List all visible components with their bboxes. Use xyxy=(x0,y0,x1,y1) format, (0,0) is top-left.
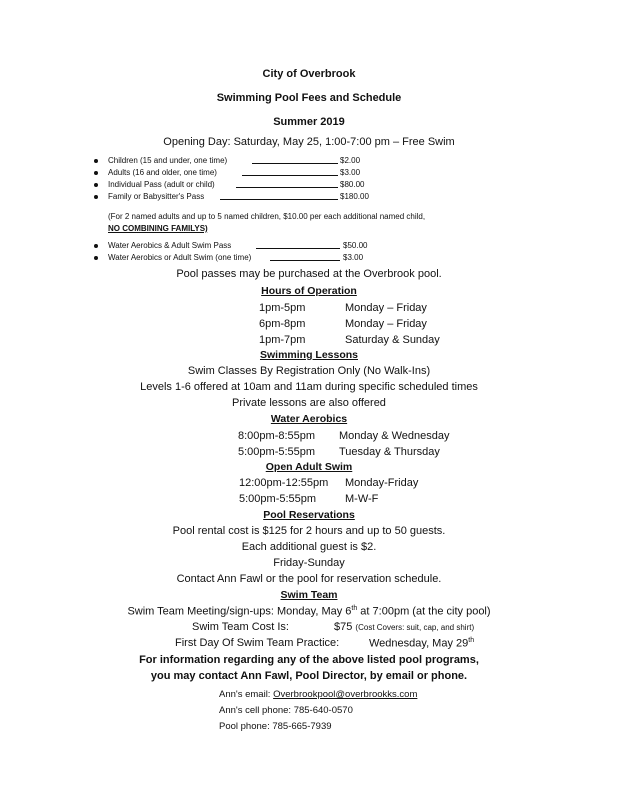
bullet-icon xyxy=(94,159,98,163)
aerobics-time: 5:00pm-5:55pm xyxy=(238,446,316,458)
fill-line xyxy=(220,191,338,200)
aerobics-days: Tuesday & Thursday xyxy=(339,446,440,458)
fee-label: Water Aerobics & Adult Swim Pass xyxy=(108,241,232,250)
cost-value: $75 xyxy=(334,621,353,633)
fee-item xyxy=(94,167,494,179)
contact-line: you may contact Ann Fawl, Pool Director, by email or phone. xyxy=(150,670,468,682)
fee-amount: $180.00 xyxy=(340,192,369,201)
contact-pool: Pool phone: 785-665-7939 xyxy=(219,721,332,732)
aerobics-days: Monday & Wednesday xyxy=(339,430,450,442)
swim-team-cost-label: Swim Team Cost Is: xyxy=(192,621,289,633)
opening-day: Opening Day: Saturday, May 25, 1:00-7:00 pm – Free Swim xyxy=(163,136,455,148)
fees-list xyxy=(94,155,494,203)
practice-date xyxy=(369,637,474,650)
reservations-line: Pool rental cost is $125 for 2 hours and up to 50 guests. xyxy=(172,525,446,537)
season-title: Summer 2019 xyxy=(273,116,345,128)
adult-swim-days: Monday-Friday xyxy=(345,477,419,489)
lessons-line: Swim Classes By Registration Only (No Walk-Ins) xyxy=(187,365,431,377)
reservations-line: Contact Ann Fawl or the pool for reservation schedule. xyxy=(176,573,442,585)
contact-cell: Ann's cell phone: 785-640-0570 xyxy=(219,705,353,716)
practice-sup: th xyxy=(468,637,475,644)
contact-line: For information regarding any of the above listed pool programs, xyxy=(139,654,479,666)
lessons-heading: Swimming Lessons xyxy=(259,349,359,361)
meeting-text-post: at 7:00pm (at the city pool) xyxy=(357,605,491,618)
reservations-line: Each additional guest is $2. xyxy=(241,541,377,553)
hours-time: 1pm-7pm xyxy=(259,334,306,346)
aerobics-heading: Water Aerobics xyxy=(270,413,348,425)
email-label: Ann's email: xyxy=(219,689,274,700)
reservations-line: Friday-Sunday xyxy=(273,557,345,569)
aerobics-time: 8:00pm-8:55pm xyxy=(238,430,316,442)
fee-item xyxy=(94,252,494,264)
fee-item xyxy=(94,155,494,167)
fee-amount: $80.00 xyxy=(340,180,365,189)
fee-amount: $3.00 xyxy=(343,253,364,262)
adult-swim-time: 12:00pm-12:55pm xyxy=(239,477,329,489)
fee-amount: $3.00 xyxy=(340,168,361,177)
swim-team-heading: Swim Team xyxy=(280,589,338,601)
bullet-icon xyxy=(94,171,98,175)
hours-days: Saturday & Sunday xyxy=(345,334,440,346)
meeting-text: Swim Team Meeting/sign-ups: Monday, May 6 xyxy=(127,605,352,618)
adult-swim-time: 5:00pm-5:55pm xyxy=(239,493,317,505)
fee-amount: $2.00 xyxy=(340,156,361,165)
hours-days: Monday – Friday xyxy=(345,318,427,330)
fee-item xyxy=(94,191,494,203)
lessons-line: Levels 1-6 offered at 10am and 11am during specific scheduled times xyxy=(140,381,478,393)
hours-time: 1pm-5pm xyxy=(259,302,306,314)
fee-label: Family or Babysitter's Pass xyxy=(108,192,205,201)
fill-line xyxy=(236,179,338,188)
bullet-icon xyxy=(94,195,98,199)
family-note: (For 2 named adults and up to 5 named children, $10.00 per each additional named child, xyxy=(108,212,426,221)
meeting-sup: th xyxy=(351,605,358,612)
hours-heading: Hours of Operation xyxy=(261,285,357,297)
bullet-icon xyxy=(94,244,98,248)
fee-label: Individual Pass (adult or child) xyxy=(108,180,215,189)
fill-line xyxy=(252,155,338,164)
email-link[interactable]: Overbrookpool@overbrookks.com xyxy=(273,689,418,700)
practice-date-text: Wednesday, May 29 xyxy=(369,637,469,650)
fill-line xyxy=(256,240,340,249)
swim-team-meeting xyxy=(0,605,618,618)
hours-days: Monday – Friday xyxy=(345,302,427,314)
fee-label: Water Aerobics or Adult Swim (one time) xyxy=(108,253,252,262)
cost-note: (Cost Covers: suit, cap, and shirt) xyxy=(355,623,475,632)
adult-swim-days: M-W-F xyxy=(345,493,379,505)
fee-item xyxy=(94,179,494,191)
pass-note: Pool passes may be purchased at the Overbrook pool. xyxy=(176,268,442,280)
adult-swim-heading: Open Adult Swim xyxy=(265,461,353,473)
reservations-heading: Pool Reservations xyxy=(263,509,355,521)
lessons-line: Private lessons are also offered xyxy=(232,397,386,409)
hours-time: 6pm-8pm xyxy=(259,318,306,330)
swim-team-cost xyxy=(334,621,474,633)
city-title: City of Overbrook xyxy=(262,68,356,80)
fee-item xyxy=(94,240,494,252)
bullet-icon xyxy=(94,256,98,260)
contact-email-row xyxy=(219,689,417,700)
fee-label: Children (15 and under, one time) xyxy=(108,156,228,165)
bullet-icon xyxy=(94,183,98,187)
fill-line xyxy=(242,167,338,176)
family-note-2: NO COMBINING FAMILYS) xyxy=(108,224,208,233)
practice-label: First Day Of Swim Team Practice: xyxy=(175,637,340,649)
fees-list-2 xyxy=(94,240,494,264)
fill-line xyxy=(270,252,340,261)
fee-amount: $50.00 xyxy=(343,241,368,250)
fee-label: Adults (16 and older, one time) xyxy=(108,168,217,177)
page-title: Swimming Pool Fees and Schedule xyxy=(216,92,402,104)
